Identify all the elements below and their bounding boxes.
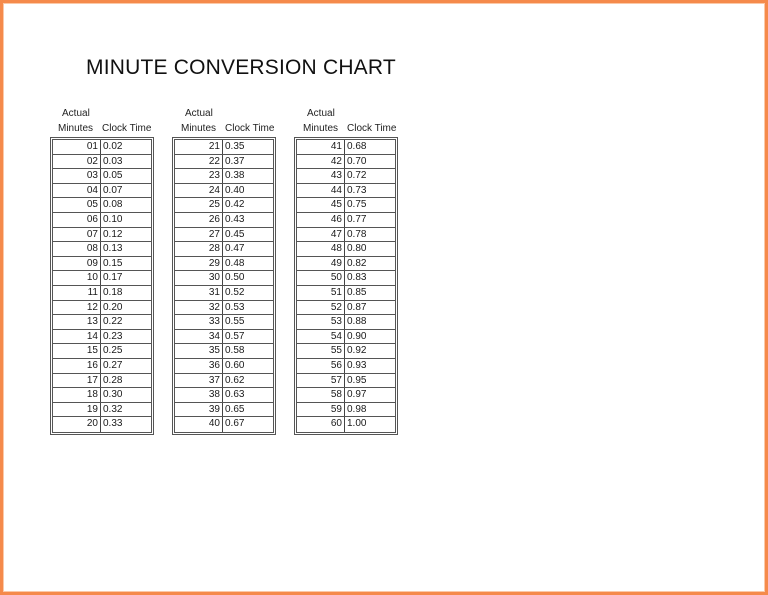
table-row <box>175 344 273 359</box>
table-row <box>297 213 395 228</box>
actual-minutes-cell: 34 <box>175 330 223 344</box>
clock-time-cell: 0.47 <box>225 243 245 255</box>
column-headers <box>50 107 154 137</box>
clock-time-cell: 0.05 <box>103 170 123 182</box>
table-row <box>53 155 151 170</box>
clock-time-cell: 0.28 <box>103 374 123 386</box>
clock-time-cell: 0.10 <box>103 213 123 225</box>
actual-minutes-cell: 46 <box>297 213 345 227</box>
actual-minutes-cell: 48 <box>297 242 345 256</box>
actual-minutes-cell: 47 <box>297 228 345 242</box>
clock-time-cell: 0.95 <box>347 374 367 386</box>
actual-minutes-cell: 33 <box>175 315 223 329</box>
clock-time-cell: 0.15 <box>103 257 123 269</box>
clock-time-cell: 0.68 <box>347 141 367 152</box>
clock-time-cell: 0.42 <box>225 199 245 211</box>
table-row <box>175 242 273 257</box>
clock-time-cell: 0.25 <box>103 345 123 357</box>
table-row <box>175 315 273 330</box>
clock-time-cell: 0.27 <box>103 359 123 371</box>
table-row <box>175 140 273 155</box>
actual-minutes-cell: 06 <box>53 213 101 227</box>
clock-time-cell: 0.48 <box>225 257 245 269</box>
table-row <box>53 315 151 330</box>
clock-time-cell: 0.20 <box>103 301 123 313</box>
actual-minutes-cell: 54 <box>297 330 345 344</box>
table-row <box>53 344 151 359</box>
clock-time-cell: 0.92 <box>347 345 367 357</box>
actual-minutes-cell: 42 <box>297 155 345 169</box>
clock-time-cell: 0.07 <box>103 184 123 196</box>
actual-minutes-cell: 58 <box>297 388 345 402</box>
clock-time-cell: 0.55 <box>225 316 245 328</box>
table-row <box>297 140 395 155</box>
table-row <box>297 228 395 243</box>
actual-minutes-cell: 01 <box>53 140 101 154</box>
clock-time-cell: 0.30 <box>103 389 123 401</box>
actual-minutes-cell: 29 <box>175 257 223 271</box>
actual-minutes-cell: 50 <box>297 271 345 285</box>
actual-minutes-cell: 56 <box>297 359 345 373</box>
clock-time-cell: 0.98 <box>347 403 367 415</box>
actual-minutes-cell: 07 <box>53 228 101 242</box>
conversion-table <box>50 137 154 435</box>
clock-time-cell: 0.75 <box>347 199 367 211</box>
clock-time-cell: 0.43 <box>225 213 245 225</box>
clock-time-cell: 0.22 <box>103 316 123 328</box>
table-row <box>53 286 151 301</box>
actual-minutes-cell: 12 <box>53 301 101 315</box>
table-row <box>53 257 151 272</box>
actual-minutes-cell: 59 <box>297 403 345 417</box>
table-row <box>297 344 395 359</box>
table-row <box>175 417 273 432</box>
clock-time-cell: 0.58 <box>225 345 245 357</box>
table-row <box>175 388 273 403</box>
table-row <box>175 169 273 184</box>
actual-minutes-cell: 19 <box>53 403 101 417</box>
actual-minutes-cell: 31 <box>175 286 223 300</box>
clock-time-cell: 0.18 <box>103 286 123 298</box>
actual-minutes-cell: 28 <box>175 242 223 256</box>
header-minutes: Minutes <box>303 123 339 134</box>
table-row <box>297 359 395 374</box>
clock-time-cell: 0.38 <box>225 170 245 182</box>
clock-time-cell: 0.77 <box>347 213 367 225</box>
clock-time-cell: 0.70 <box>347 155 367 167</box>
clock-time-cell: 1.00 <box>347 418 367 430</box>
clock-time-cell: 0.57 <box>225 330 245 342</box>
actual-minutes-cell: 60 <box>297 417 345 432</box>
table-row <box>53 198 151 213</box>
clock-time-cell: 0.93 <box>347 359 367 371</box>
table-row <box>297 374 395 389</box>
table-row <box>175 198 273 213</box>
table-row <box>53 388 151 403</box>
actual-minutes-cell: 02 <box>53 155 101 169</box>
clock-time-cell: 0.85 <box>347 286 367 298</box>
table-row <box>53 417 151 432</box>
table-row <box>297 330 395 345</box>
clock-time-cell: 0.97 <box>347 389 367 401</box>
clock-time-cell: 0.37 <box>225 155 245 167</box>
table-row <box>175 359 273 374</box>
conversion-block-2 <box>172 107 276 430</box>
actual-minutes-cell: 39 <box>175 403 223 417</box>
actual-minutes-cell: 43 <box>297 169 345 183</box>
clock-time-cell: 0.35 <box>225 141 245 152</box>
clock-time-cell: 0.87 <box>347 301 367 313</box>
header-minutes: Minutes <box>181 123 217 134</box>
table-row <box>297 388 395 403</box>
clock-time-cell: 0.63 <box>225 389 245 401</box>
actual-minutes-cell: 13 <box>53 315 101 329</box>
table-row <box>53 184 151 199</box>
actual-minutes-cell: 20 <box>53 417 101 432</box>
table-row <box>53 169 151 184</box>
table-row <box>297 242 395 257</box>
header-minutes: Minutes <box>58 123 94 134</box>
table-row <box>175 403 273 418</box>
actual-minutes-cell: 10 <box>53 271 101 285</box>
actual-minutes-cell: 14 <box>53 330 101 344</box>
clock-time-cell: 0.80 <box>347 243 367 255</box>
column-headers <box>172 107 276 137</box>
actual-minutes-cell: 45 <box>297 198 345 212</box>
actual-minutes-cell: 04 <box>53 184 101 198</box>
column-headers <box>294 107 398 137</box>
table-row <box>297 257 395 272</box>
actual-minutes-cell: 25 <box>175 198 223 212</box>
table-row <box>297 271 395 286</box>
actual-minutes-cell: 09 <box>53 257 101 271</box>
actual-minutes-cell: 11 <box>53 286 101 300</box>
actual-minutes-cell: 55 <box>297 344 345 358</box>
table-row <box>53 374 151 389</box>
actual-minutes-cell: 24 <box>175 184 223 198</box>
header-clock-time: Clock Time <box>102 123 152 134</box>
header-clock-time: Clock Time <box>225 123 275 134</box>
actual-minutes-cell: 36 <box>175 359 223 373</box>
header-actual: Actual <box>62 108 90 119</box>
table-row <box>175 228 273 243</box>
table-row <box>175 374 273 389</box>
actual-minutes-cell: 41 <box>297 140 345 154</box>
actual-minutes-cell: 40 <box>175 417 223 432</box>
actual-minutes-cell: 18 <box>53 388 101 402</box>
actual-minutes-cell: 51 <box>297 286 345 300</box>
actual-minutes-cell: 32 <box>175 301 223 315</box>
clock-time-cell: 0.32 <box>103 403 123 415</box>
header-clock-time: Clock Time <box>347 123 397 134</box>
table-row <box>53 228 151 243</box>
actual-minutes-cell: 37 <box>175 374 223 388</box>
table-row <box>175 213 273 228</box>
conversion-table <box>172 137 276 435</box>
actual-minutes-cell: 53 <box>297 315 345 329</box>
clock-time-cell: 0.13 <box>103 243 123 255</box>
actual-minutes-cell: 17 <box>53 374 101 388</box>
actual-minutes-cell: 03 <box>53 169 101 183</box>
clock-time-cell: 0.17 <box>103 272 123 284</box>
actual-minutes-cell: 27 <box>175 228 223 242</box>
actual-minutes-cell: 05 <box>53 198 101 212</box>
clock-time-cell: 0.78 <box>347 228 367 240</box>
clock-time-cell: 0.53 <box>225 301 245 313</box>
table-row <box>53 403 151 418</box>
table-row <box>175 301 273 316</box>
actual-minutes-cell: 30 <box>175 271 223 285</box>
table-row <box>297 198 395 213</box>
actual-minutes-cell: 26 <box>175 213 223 227</box>
table-row <box>297 286 395 301</box>
table-row <box>53 301 151 316</box>
header-actual: Actual <box>185 108 213 119</box>
clock-time-cell: 0.73 <box>347 184 367 196</box>
conversion-block-1 <box>50 107 154 430</box>
table-row <box>175 184 273 199</box>
table-row <box>297 155 395 170</box>
table-row <box>297 169 395 184</box>
clock-time-cell: 0.45 <box>225 228 245 240</box>
clock-time-cell: 0.23 <box>103 330 123 342</box>
table-row <box>53 359 151 374</box>
table-row <box>175 286 273 301</box>
actual-minutes-cell: 38 <box>175 388 223 402</box>
table-row <box>53 330 151 345</box>
table-row <box>297 315 395 330</box>
clock-time-cell: 0.62 <box>225 374 245 386</box>
actual-minutes-cell: 15 <box>53 344 101 358</box>
actual-minutes-cell: 35 <box>175 344 223 358</box>
table-row <box>175 257 273 272</box>
table-row <box>53 271 151 286</box>
table-row <box>297 417 395 432</box>
actual-minutes-cell: 22 <box>175 155 223 169</box>
table-row <box>175 271 273 286</box>
clock-time-cell: 0.72 <box>347 170 367 182</box>
actual-minutes-cell: 44 <box>297 184 345 198</box>
table-row <box>53 213 151 228</box>
table-row <box>297 403 395 418</box>
conversion-table <box>294 137 398 435</box>
header-actual: Actual <box>307 108 335 119</box>
clock-time-cell: 0.52 <box>225 286 245 298</box>
conversion-block-3 <box>294 107 398 430</box>
actual-minutes-cell: 52 <box>297 301 345 315</box>
table-row <box>175 155 273 170</box>
actual-minutes-cell: 57 <box>297 374 345 388</box>
clock-time-cell: 0.33 <box>103 418 123 430</box>
clock-time-cell: 0.03 <box>103 155 123 167</box>
clock-time-cell: 0.60 <box>225 359 245 371</box>
clock-time-cell: 0.12 <box>103 228 123 240</box>
clock-time-cell: 0.40 <box>225 184 245 196</box>
table-row <box>297 184 395 199</box>
clock-time-cell: 0.67 <box>225 418 245 430</box>
table-row <box>53 140 151 155</box>
clock-time-cell: 0.02 <box>103 141 123 152</box>
clock-time-cell: 0.90 <box>347 330 367 342</box>
clock-time-cell: 0.50 <box>225 272 245 284</box>
actual-minutes-cell: 21 <box>175 140 223 154</box>
table-row <box>297 301 395 316</box>
clock-time-cell: 0.08 <box>103 199 123 211</box>
actual-minutes-cell: 16 <box>53 359 101 373</box>
table-row <box>175 330 273 345</box>
clock-time-cell: 0.83 <box>347 272 367 284</box>
page-title: MINUTE CONVERSION CHART <box>86 56 396 79</box>
clock-time-cell: 0.88 <box>347 316 367 328</box>
actual-minutes-cell: 23 <box>175 169 223 183</box>
actual-minutes-cell: 08 <box>53 242 101 256</box>
clock-time-cell: 0.65 <box>225 403 245 415</box>
actual-minutes-cell: 49 <box>297 257 345 271</box>
clock-time-cell: 0.82 <box>347 257 367 269</box>
table-row <box>53 242 151 257</box>
